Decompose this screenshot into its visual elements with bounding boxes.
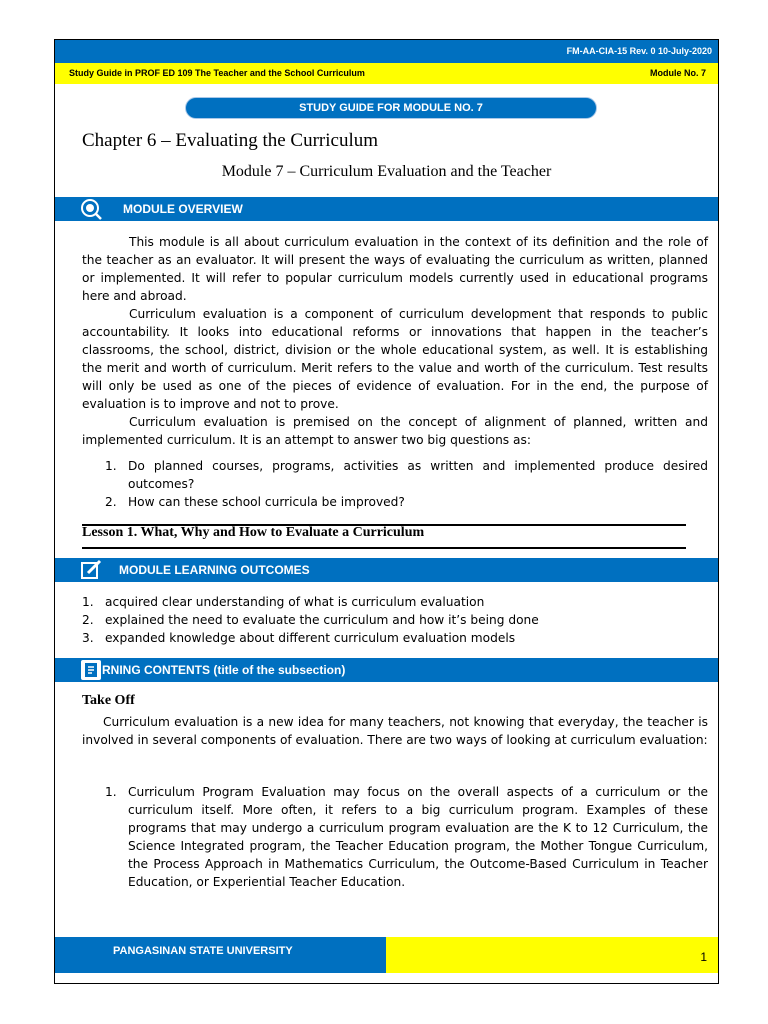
outcome-item: acquired clear understanding of what is curriculum evaluation — [105, 595, 485, 609]
learning-outcomes-title: MODULE LEARNING OUTCOMES — [119, 563, 310, 577]
footer-university: PANGASINAN STATE UNIVERSITY — [55, 937, 386, 973]
question-number: 2. — [105, 495, 117, 509]
take-off-text — [82, 713, 708, 749]
module-overview-header — [55, 197, 718, 221]
chapter-title: Chapter 6 – Evaluating the Curriculum — [82, 130, 379, 151]
lesson-bottom-rule — [82, 547, 686, 549]
lesson-title: Lesson 1. What, Why and How to Evaluate a Curriculum — [82, 525, 425, 540]
learning-outcomes-header — [55, 558, 718, 582]
overview-paragraph: This module is all about curriculum evaluation in the context of its definition and the role of the teacher as an evaluator. It will present the ways of evaluating the curriculum as written, planned or implemented. It will refer to popular curriculum models currently used in educational programs here and abroad. — [82, 235, 708, 303]
page-number: 1 — [386, 937, 718, 973]
overview-paragraph: Curriculum evaluation is a component of curriculum development that responds to public accountability. It looks into educational reforms or innovations that happen in the teacher’s classrooms, the school, district, division or the whole educational system, as well. It is establishing the merit and worth of curriculum. Merit refers to the value and worth of the curriculum. Test results will only be used as one of the pieces of evidence of evaluation. For in the end, the purpose of evaluation is to improve and not to prove. — [82, 307, 708, 411]
module-number: Module No. 7 — [650, 68, 706, 78]
outcome-number: 2. — [82, 613, 94, 627]
content-item-text: Curriculum Program Evaluation may focus on the overall aspects of a curriculum or the curriculum itself. More often, it refers to a big curriculum program. Examples of these programs that may undergo a curriculum program evaluation are the K to 12 Curriculum, the Science Integrated program, the Teacher Education program, the Mother Tongue Curriculum, the Process Approach in Mathematics Curriculum, the Outcome-Based Curriculum in Teacher Education, or Experiential Teacher Education. — [128, 785, 708, 889]
outcome-number: 3. — [82, 631, 94, 645]
magnifier-icon — [79, 198, 103, 220]
document-page — [54, 39, 719, 984]
course-title: Study Guide in PROF ED 109 The Teacher and the School Curriculum — [69, 68, 365, 78]
pencil-icon — [79, 559, 103, 581]
question-number: 1. — [105, 459, 117, 473]
learning-contents-title: RNING CONTENTS (title of the subsection) — [102, 663, 346, 677]
outcome-item: explained the need to evaluate the curriculum and how it’s being done — [105, 613, 539, 627]
learning-contents-header — [55, 658, 718, 682]
outcome-item: expanded knowledge about different curriculum evaluation models — [105, 631, 516, 645]
take-off-title: Take Off — [82, 693, 135, 708]
module-overview-title: MODULE OVERVIEW — [123, 202, 243, 216]
overview-paragraph: Curriculum evaluation is premised on the concept of alignment of planned, written and implemented curriculum. It is an attempt to answer two big questions as: — [82, 415, 708, 447]
overview-body — [82, 233, 708, 449]
module-title: Module 7 – Curriculum Evaluation and the Teacher — [221, 163, 552, 180]
form-code: FM-AA-CIA-15 Rev. 0 10-July-2020 — [566, 46, 712, 56]
form-code-bar — [55, 40, 718, 63]
study-guide-banner: STUDY GUIDE FOR MODULE NO. 7 — [185, 97, 597, 119]
question-text: Do planned courses, programs, activities as written and implemented produce desired outcomes? — [128, 459, 708, 491]
content-item-number: 1. — [105, 785, 117, 799]
outcome-number: 1. — [82, 595, 94, 609]
course-bar — [55, 63, 718, 84]
book-icon — [81, 660, 101, 680]
question-text: How can these school curricula be improved? — [128, 495, 405, 509]
take-off-paragraph: Curriculum evaluation is a new idea for many teachers, not knowing that everyday, the teacher is involved in several components of evaluation. There are two ways of looking at curriculum evaluation: — [82, 715, 708, 747]
